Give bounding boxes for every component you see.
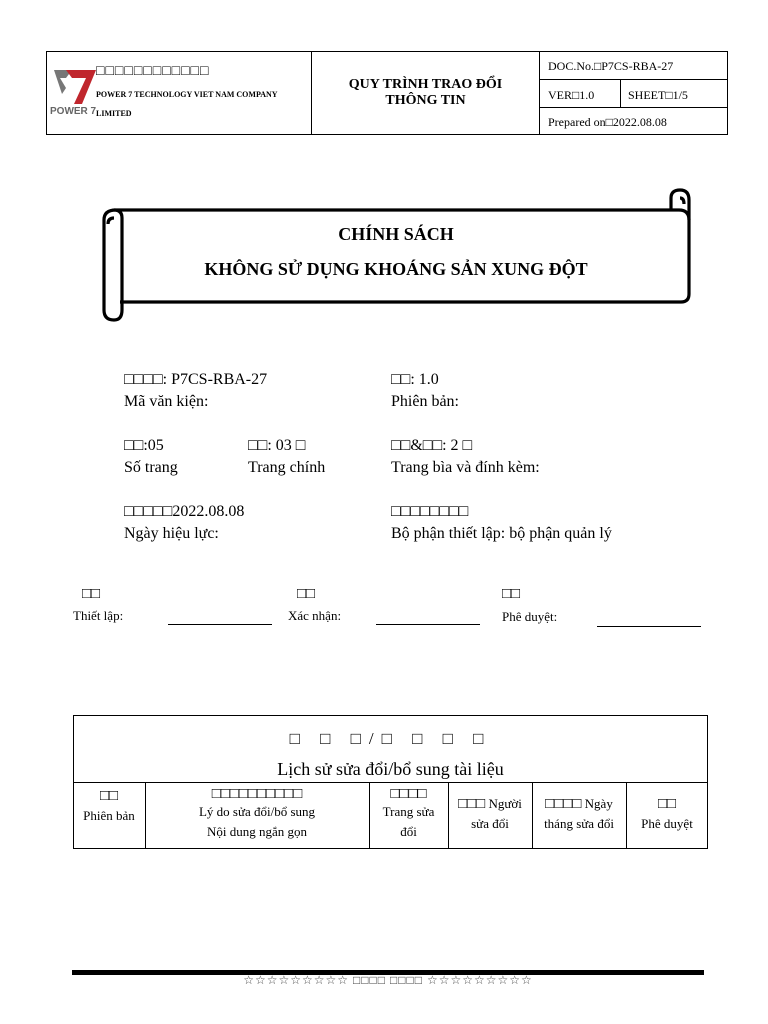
- signature-line-approve: [597, 626, 701, 627]
- column-header-vn: Phê duyệt: [641, 816, 693, 831]
- signature-cn-prepare: □□: [82, 586, 101, 602]
- effective-date-label: Ngày hiệu lực:: [124, 525, 219, 542]
- column-header-vn: tháng sửa đổi: [544, 816, 614, 831]
- department-cn: □□□□□□□□: [391, 503, 469, 520]
- company-name-en: POWER 7 TECHNOLOGY VIET NAM COMPANY LIMITED: [96, 90, 278, 118]
- column-header-vn2: đổi: [400, 824, 417, 839]
- company-name-cn: □□□□□□□□□□□□: [96, 64, 210, 79]
- power7-logo-icon: [52, 66, 98, 106]
- scroll-banner: [96, 188, 696, 328]
- pages-cn: □□:05: [124, 437, 164, 454]
- doc-code-label: Mã văn kiện:: [124, 393, 209, 410]
- main-pages-cn: □□: 03 □: [248, 437, 306, 454]
- column-header-vn-inline: Ngày: [584, 796, 613, 811]
- column-header-cn: □□□: [458, 796, 486, 812]
- column-header-vn: Lý do sửa đổi/bổ sung: [198, 804, 316, 819]
- cover-pages-cn: □□&□□: 2 □: [391, 437, 473, 454]
- policy-subheading: KHÔNG SỬ DỤNG KHOÁNG SẢN XUNG ĐỘT: [204, 259, 588, 279]
- column-header-vn2: Nội dung ngắn gọn: [206, 824, 308, 839]
- department-label: Bộ phận thiết lập: bộ phận quản lý: [391, 525, 612, 542]
- version-cn: □□: 1.0: [391, 371, 439, 388]
- brand-wordmark: POWER 7: [50, 106, 97, 117]
- column-header-date: [532, 794, 626, 834]
- header-divider: [620, 79, 621, 107]
- revision-title: Lịch sử sửa đổi/bổ sung tài liệu: [277, 759, 504, 779]
- effective-date-cn: □□□□□2022.08.08: [124, 503, 245, 520]
- header-divider: [540, 107, 728, 108]
- table-divider: [73, 782, 708, 783]
- policy-heading: CHÍNH SÁCH: [338, 224, 454, 244]
- signature-label-approve: Phê duyệt:: [502, 609, 558, 624]
- sheet-cell: SHEET□1/5: [628, 88, 688, 102]
- footer-text: ☆☆☆☆☆☆☆☆☆ □□□□ □□□□ ☆☆☆☆☆☆☆☆☆: [243, 973, 533, 987]
- doc-code-cn: □□□□: P7CS-RBA-27: [124, 371, 268, 388]
- version-label: Phiên bản:: [391, 393, 459, 410]
- column-header-pages: [369, 786, 448, 842]
- column-header-editor: [448, 794, 532, 834]
- signature-label-prepare: Thiết lập:: [73, 608, 124, 623]
- column-header-cn: □□: [99, 788, 119, 804]
- signature-line-confirm: [376, 624, 480, 625]
- column-header-cn: □□□□: [390, 786, 427, 802]
- document-title-cell: [312, 51, 540, 135]
- signature-line-prepare: [168, 624, 272, 625]
- column-header-cn: □□□□: [545, 796, 582, 812]
- cover-pages-label: Trang bìa và đính kèm:: [391, 459, 540, 476]
- column-header-vn: Trang sửa: [382, 804, 435, 819]
- column-header-version: [73, 786, 145, 826]
- column-header-vn: Phiên bản: [83, 808, 135, 823]
- column-header-cn: □□□□□□□□□□: [211, 786, 303, 802]
- signature-label-confirm: Xác nhận:: [288, 608, 342, 623]
- column-header-reason: [145, 786, 369, 842]
- column-header-cn: □□: [657, 796, 677, 812]
- prepared-date: Prepared on□2022.08.08: [548, 115, 667, 129]
- document-title: QUY TRÌNH TRAO ĐỔI THÔNG TIN: [348, 77, 503, 108]
- signature-cn-confirm: □□: [297, 586, 316, 602]
- column-header-vn: sửa đổi: [471, 816, 509, 831]
- signature-cn-approve: □□: [502, 586, 521, 602]
- doc-number: DOC.No.□P7CS-RBA-27: [548, 59, 674, 73]
- column-header-approval: [626, 794, 708, 834]
- main-pages-label: Trang chính: [248, 459, 326, 476]
- header-divider: [540, 79, 728, 80]
- revision-title-cn: □ □ □/□ □ □ □: [289, 729, 492, 748]
- pages-label: Số trang: [124, 459, 178, 476]
- version-cell: VER□1.0: [548, 88, 595, 102]
- column-header-vn-inline: Người: [488, 796, 522, 811]
